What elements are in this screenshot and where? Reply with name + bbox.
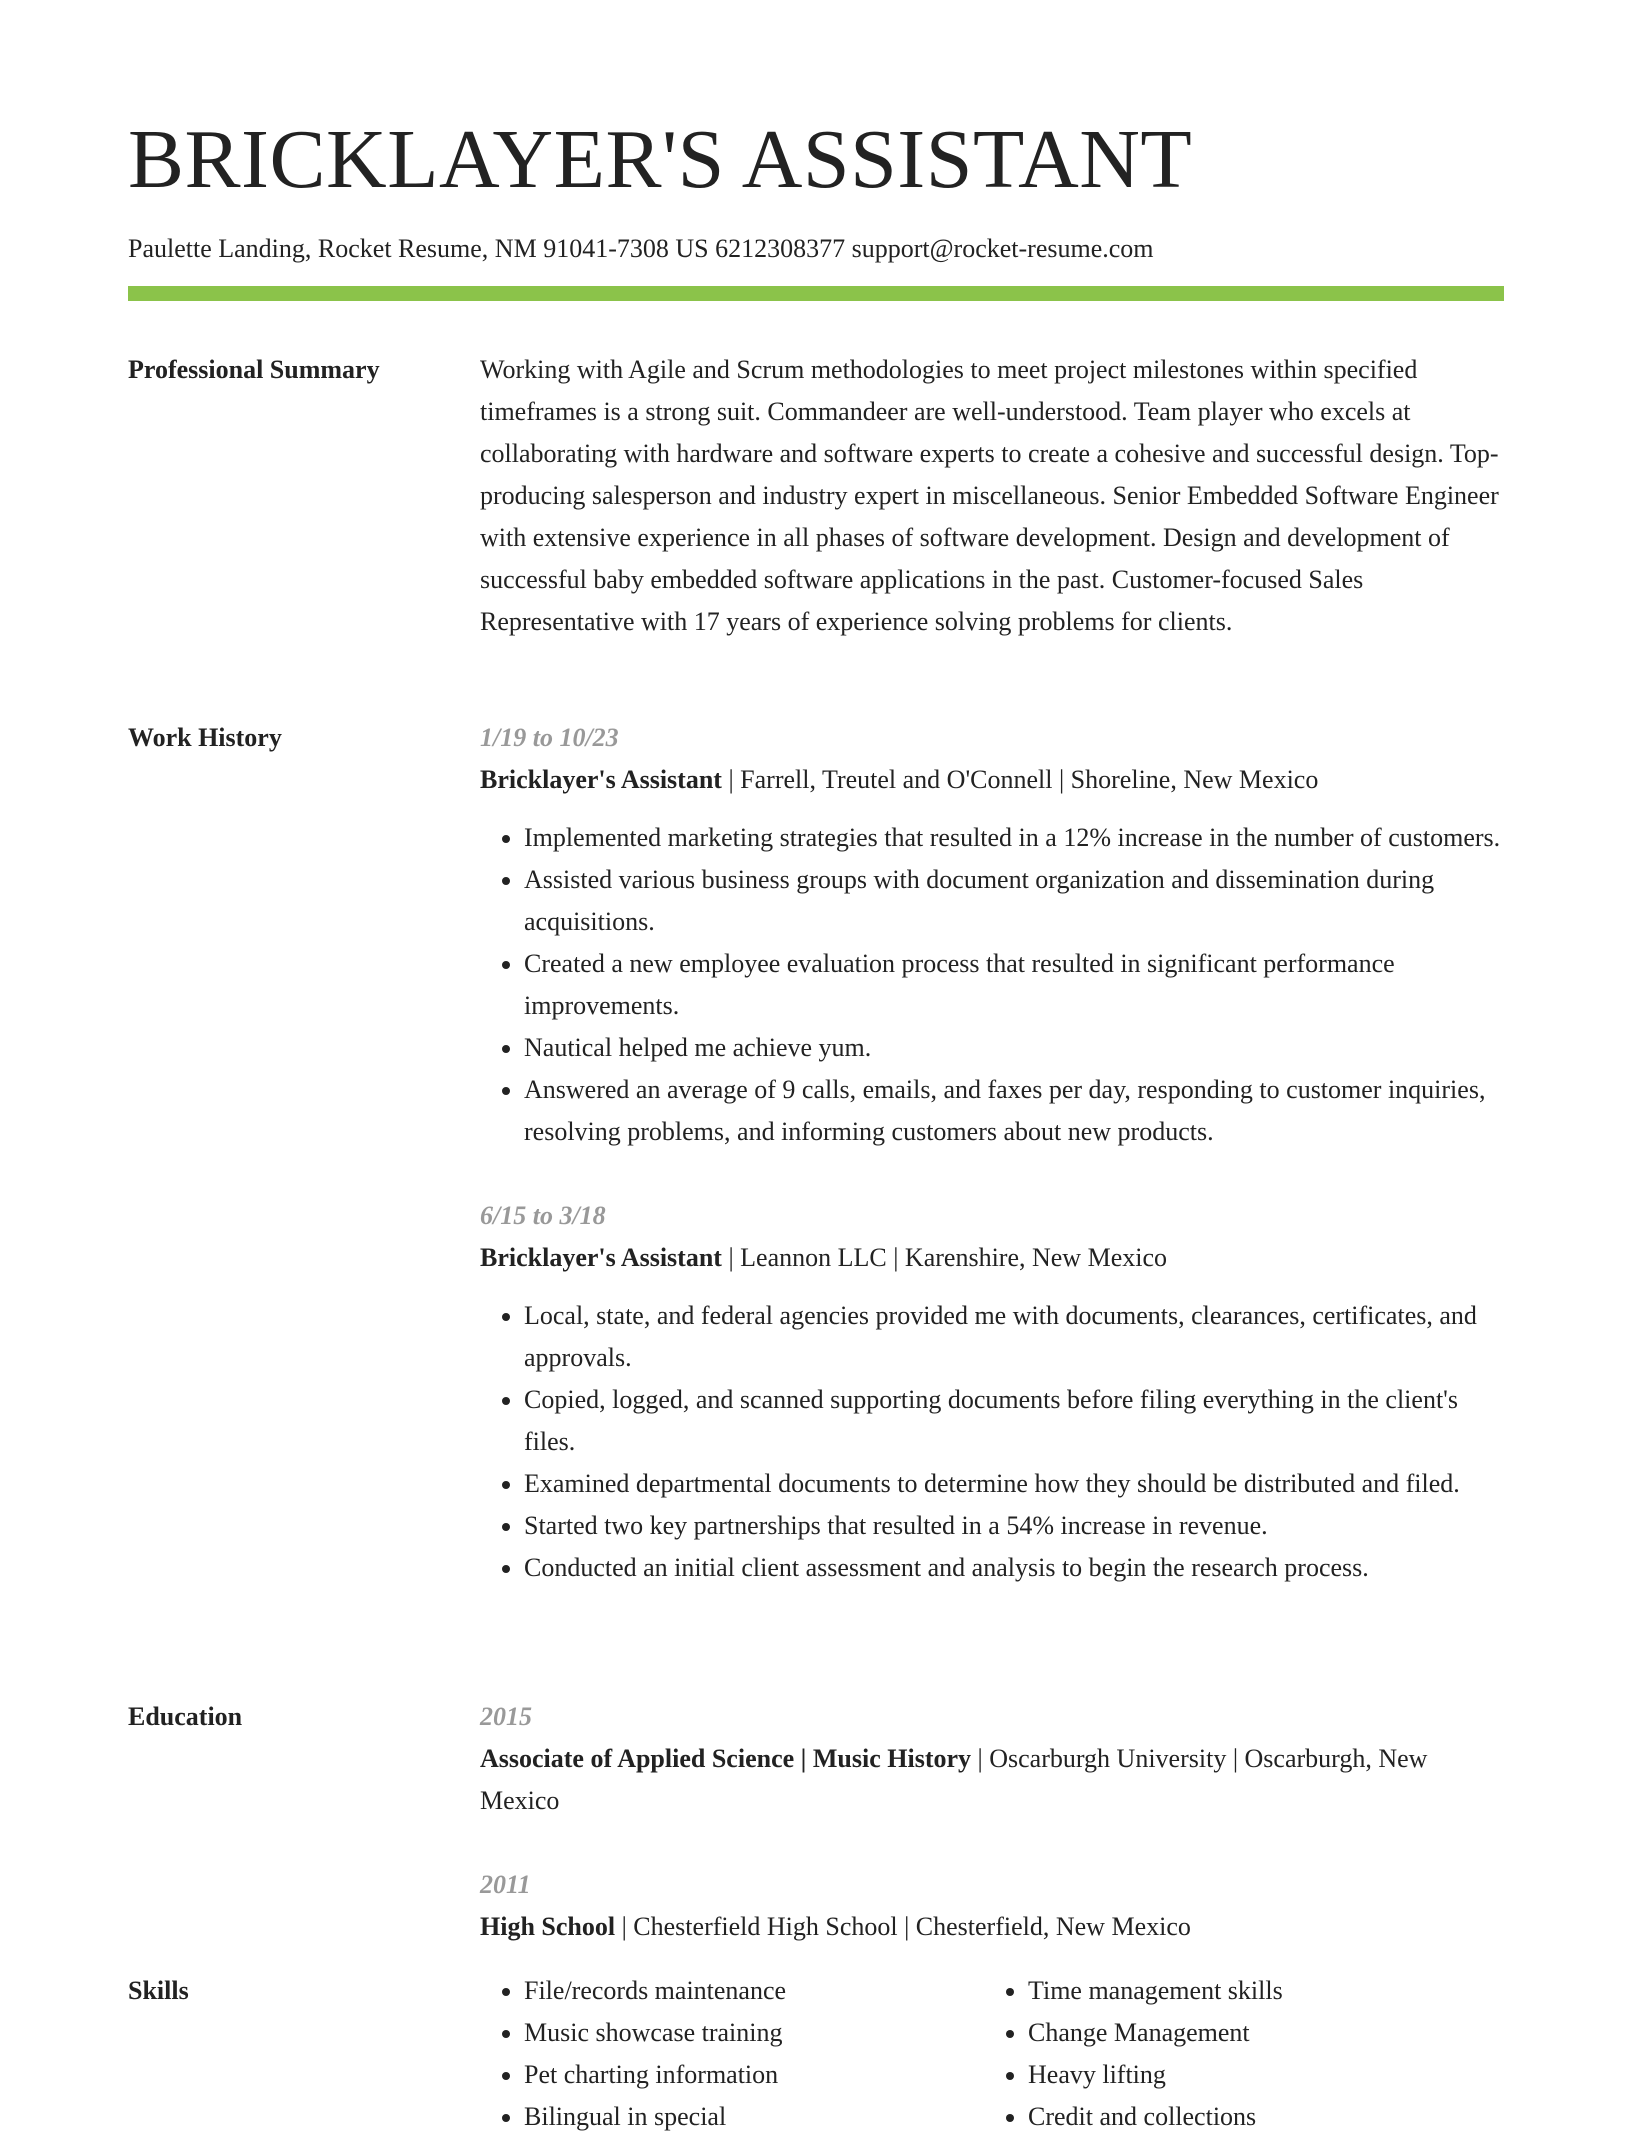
- education-entry: [480, 1864, 1504, 1948]
- education-label: Education: [128, 1702, 243, 1731]
- education-degree: High School: [480, 1912, 616, 1941]
- job-bullet: • Local, state, and federal agencies provided me with documents, clearances, certificates, and approvals.: [524, 1295, 1504, 1379]
- summary-body: [480, 349, 1504, 643]
- job-bullet: • Assisted various business groups with document organization and dissemination during acquisitions.: [524, 859, 1504, 943]
- job-dates: 6/15 to 3/18: [480, 1201, 606, 1230]
- skill-item: • File/records maintenance: [524, 1970, 984, 2012]
- summary-label: Professional Summary: [128, 355, 380, 384]
- education-degree: Associate of Applied Science | Music History: [480, 1744, 972, 1773]
- work-history-body: [480, 717, 1504, 1589]
- skill-item: • Bilingual in special: [524, 2096, 984, 2138]
- education-details: | Chesterfield High School | Chesterfield, New Mexico: [615, 1912, 1191, 1941]
- skill-item: • Credit and collections: [1028, 2096, 1488, 2138]
- skill-item: • Change Management: [1028, 2012, 1488, 2054]
- accent-divider: [128, 286, 1504, 301]
- education-details: | Oscarburgh University | Oscarburgh, New Mexico: [480, 1744, 1428, 1815]
- contact-line: Paulette Landing, Rocket Resume, NM 91041-7308 US 6212308377 support@rocket-resume.com: [128, 234, 1154, 263]
- skill-item: • Pet charting information: [524, 2054, 984, 2096]
- skills-columns: [480, 1970, 1504, 2138]
- job-bullet: • Answered an average of 9 calls, emails, and faxes per day, responding to customer inquiries, resolving problems, and informing customers about new products.: [524, 1069, 1504, 1153]
- skill-item: • Time management skills: [1028, 1970, 1488, 2012]
- skills-body: [480, 1970, 1504, 2138]
- job-entry: [480, 717, 1504, 1153]
- education-line: [480, 1906, 1504, 1948]
- job-bullet: • Nautical helped me achieve yum.: [524, 1027, 1504, 1069]
- job-details: | Leannon LLC | Karenshire, New Mexico: [721, 1243, 1167, 1272]
- education-body: [480, 1696, 1504, 1948]
- work-history-label: Work History: [128, 723, 282, 752]
- job-title: Bricklayer's Assistant: [480, 1243, 722, 1272]
- job-bullet: • Implemented marketing strategies that resulted in a 12% increase in the number of customers.: [524, 817, 1504, 859]
- page-title: BRICKLAYER'S ASSISTANT: [128, 113, 1193, 206]
- job-role-line: [480, 1237, 1504, 1279]
- skills-list-left: [480, 1970, 984, 2138]
- summary-text: Working with Agile and Scrum methodologies to meet project milestones within specified timeframes is a strong suit. Commandeer are well-understood. Team player who excels at collaborating with hardware and software experts to create a cohesive and successful design. Top-producing salesperson and industry expert in miscellaneous. Senior Embedded Software Engineer with extensive experience in all phases of software development. Design and development of successful baby embedded software applications in the past. Customer-focused Sales Representative with 17 years of experience solving problems for clients.: [480, 355, 1499, 636]
- skill-item: • Music showcase training: [524, 2012, 984, 2054]
- skills-list-right: [984, 1970, 1488, 2138]
- job-bullet: • Created a new employee evaluation process that resulted in significant performance improvements.: [524, 943, 1504, 1027]
- education-entry: [480, 1696, 1504, 1822]
- job-bullet: • Started two key partnerships that resulted in a 54% increase in revenue.: [524, 1505, 1504, 1547]
- job-bullet: • Conducted an initial client assessment and analysis to begin the research process.: [524, 1547, 1504, 1589]
- job-bullet: • Copied, logged, and scanned supporting documents before filing everything in the client's files.: [524, 1379, 1504, 1463]
- job-entry: [480, 1195, 1504, 1589]
- job-title: Bricklayer's Assistant: [480, 765, 722, 794]
- education-year: 2011: [480, 1870, 531, 1899]
- job-dates: 1/19 to 10/23: [480, 723, 619, 752]
- job-bullet: • Examined departmental documents to determine how they should be distributed and filed.: [524, 1463, 1504, 1505]
- job-bullets: [480, 817, 1504, 1153]
- skills-label: Skills: [128, 1976, 189, 2005]
- job-bullets: [480, 1295, 1504, 1589]
- education-line: [480, 1738, 1504, 1822]
- job-details: | Farrell, Treutel and O'Connell | Shoreline, New Mexico: [721, 765, 1319, 794]
- skill-item: • Heavy lifting: [1028, 2054, 1488, 2096]
- job-role-line: [480, 759, 1504, 801]
- education-year: 2015: [480, 1702, 532, 1731]
